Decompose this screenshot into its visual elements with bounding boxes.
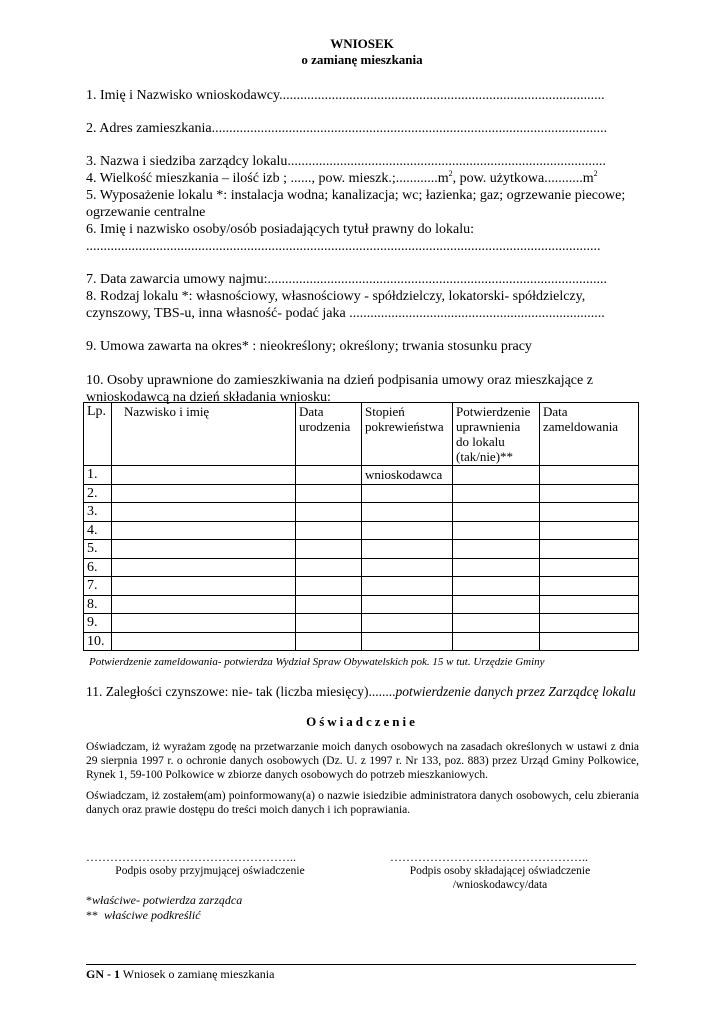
cell-birth-date[interactable] bbox=[296, 577, 362, 596]
signature-line-right[interactable]: ………………………………………….. bbox=[390, 850, 588, 864]
field-manager: 3. Nazwa i siedziba zarządcy lokalu........................................................................................... bbox=[86, 154, 606, 169]
footnote-mark: * bbox=[86, 893, 92, 907]
header-entitlement: Potwierdzenie uprawnienia do lokalu (tak/nie)** bbox=[453, 403, 540, 466]
cell-name[interactable] bbox=[112, 503, 296, 522]
cell-entitlement[interactable] bbox=[453, 521, 540, 540]
cell-lp: 9. bbox=[84, 614, 112, 633]
cell-birth-date[interactable] bbox=[296, 466, 362, 485]
cell-birth-date[interactable] bbox=[296, 614, 362, 633]
cell-registration-date[interactable] bbox=[540, 558, 639, 577]
cell-birth-date[interactable] bbox=[296, 558, 362, 577]
field-contract-period: 9. Umowa zawarta na okres* : nieokreślony; określony; trwania stosunku pracy bbox=[86, 339, 532, 354]
cell-entitlement[interactable] bbox=[453, 577, 540, 596]
footnote-mark: ** bbox=[86, 908, 98, 922]
cell-entitlement[interactable] bbox=[453, 595, 540, 614]
cell-name[interactable] bbox=[112, 577, 296, 596]
header-registration-date: Data zameldowania bbox=[540, 403, 639, 466]
field-legal-title: 6. Imię i nazwisko osoby/osób posiadających tytuł prawny do lokalu: bbox=[86, 222, 475, 237]
table-row bbox=[84, 614, 639, 633]
cell-lp: 4. bbox=[84, 521, 112, 540]
header-lp: Lp. bbox=[84, 403, 112, 466]
footnote-double-asterisk bbox=[86, 908, 201, 922]
field-applicant-name: 1. Imię i Nazwisko wnioskodawcy............................................................................................. bbox=[86, 88, 605, 103]
table-note: Potwierdzenie zameldowania- potwierdza Wydział Spraw Obywatelskich pok. 15 w tut. Urzędzie Gminy bbox=[89, 656, 545, 668]
field-rent-arrears bbox=[86, 683, 636, 700]
cell-entitlement[interactable] bbox=[453, 614, 540, 633]
unit-sup-2: 2 bbox=[593, 169, 598, 178]
cell-lp: 5. bbox=[84, 540, 112, 559]
cell-lp: 1. bbox=[84, 466, 112, 485]
cell-registration-date[interactable] bbox=[540, 484, 639, 503]
table-row bbox=[84, 521, 639, 540]
table-row bbox=[84, 577, 639, 596]
table-row bbox=[84, 632, 639, 651]
table-row bbox=[84, 595, 639, 614]
cell-relation: wnioskodawca bbox=[362, 466, 453, 485]
signature-label-right: Podpis osoby składającej oświadczenie bbox=[409, 865, 591, 877]
cell-name[interactable] bbox=[112, 614, 296, 633]
field-contract-date: 7. Data zawarcia umowy najmu:................................................................................................. bbox=[86, 272, 608, 287]
cell-registration-date[interactable] bbox=[540, 577, 639, 596]
cell-relation[interactable] bbox=[362, 521, 453, 540]
declaration-paragraph-informed: Oświadczam, iż zostałem(am) poinformowany(a) o nazwie isiedzibie administratora danych osobowych, celu zbierania danych oraz prawie dostępu do treści moich danych i ich poprawiania. bbox=[86, 790, 639, 816]
table-row bbox=[84, 484, 639, 503]
apartment-size-part-1: 4. Wielkość mieszkania – ilość izb ; ......, pow. mieszk.;............m bbox=[86, 171, 449, 186]
cell-lp: 10. bbox=[84, 632, 112, 651]
declaration-paragraph-consent: Oświadczam, iż wyrażam zgodę na przetwarzanie moich danych osobowych na zasadach określonych w ustawi z dnia 29 sierpnia 1997 r. o ochronie danych osobowych (Dz. U. z 1997 r. Nr 133, poz. 883) przez Urząd Gminy Polkowice, Rynek 1, 59-100 Polkowice w zbiorze danych osobowych do potrzeb mieszkaniowych. bbox=[86, 741, 639, 781]
table-header-row bbox=[84, 403, 639, 466]
cell-lp: 7. bbox=[84, 577, 112, 596]
form-subtitle: o zamianę mieszkania bbox=[301, 52, 423, 67]
field-equipment: 5. Wyposażenie lokalu *: instalacja wodna; kanalizacja; wc; łazienka; gaz; ogrzewanie piecowe; ogrzewanie centralne bbox=[86, 188, 626, 220]
cell-entitlement[interactable] bbox=[453, 484, 540, 503]
cell-registration-date[interactable] bbox=[540, 540, 639, 559]
cell-name[interactable] bbox=[112, 466, 296, 485]
cell-birth-date[interactable] bbox=[296, 521, 362, 540]
table-row bbox=[84, 466, 639, 485]
header-birth-date: Data urodzenia bbox=[296, 403, 362, 466]
header-relation: Stopień pokrewieństwa bbox=[362, 403, 453, 466]
field-residents: 10. Osoby uprawnione do zamieszkiwania na dzień podpisania umowy oraz mieszkające z wnioskodawcą na dzień składania wniosku: bbox=[86, 373, 593, 405]
cell-relation[interactable] bbox=[362, 558, 453, 577]
cell-relation[interactable] bbox=[362, 632, 453, 651]
cell-name[interactable] bbox=[112, 484, 296, 503]
cell-name[interactable] bbox=[112, 558, 296, 577]
apartment-size-part-2: , pow. użytkowa...........m bbox=[452, 171, 594, 186]
cell-relation[interactable] bbox=[362, 540, 453, 559]
cell-entitlement[interactable] bbox=[453, 466, 540, 485]
residents-table bbox=[83, 402, 639, 651]
page-footer bbox=[86, 967, 274, 982]
footnote-text: właściwe podkreślić bbox=[104, 908, 201, 922]
table-row bbox=[84, 540, 639, 559]
cell-relation[interactable] bbox=[362, 503, 453, 522]
signature-line-left[interactable]: …………………………………………….. bbox=[86, 850, 296, 864]
field-unit-type: 8. Rodzaj lokalu *: własnościowy, własnościowy - spółdzielczy, lokatorski- spółdzielczy, czynszowy, TBS-u, inna własność- podać jaka ......................................................................... bbox=[86, 289, 605, 321]
cell-birth-date[interactable] bbox=[296, 484, 362, 503]
cell-registration-date[interactable] bbox=[540, 614, 639, 633]
cell-entitlement[interactable] bbox=[453, 503, 540, 522]
footer-code: GN - 1 bbox=[86, 967, 120, 981]
cell-entitlement[interactable] bbox=[453, 632, 540, 651]
cell-entitlement[interactable] bbox=[453, 540, 540, 559]
form-title: WNIOSEK bbox=[330, 36, 394, 51]
cell-name[interactable] bbox=[112, 595, 296, 614]
footer-title: Wniosek o zamianę mieszkania bbox=[120, 967, 275, 981]
cell-registration-date[interactable] bbox=[540, 595, 639, 614]
cell-birth-date[interactable] bbox=[296, 503, 362, 522]
cell-registration-date[interactable] bbox=[540, 503, 639, 522]
cell-birth-date[interactable] bbox=[296, 632, 362, 651]
cell-name[interactable] bbox=[112, 632, 296, 651]
cell-registration-date[interactable] bbox=[540, 632, 639, 651]
cell-name[interactable] bbox=[112, 540, 296, 559]
footer-divider bbox=[86, 964, 636, 965]
cell-registration-date[interactable] bbox=[540, 521, 639, 540]
header-name: Nazwisko i imię bbox=[112, 403, 296, 466]
cell-relation[interactable] bbox=[362, 614, 453, 633]
cell-lp: 8. bbox=[84, 595, 112, 614]
footnote-single-asterisk bbox=[86, 893, 242, 907]
cell-relation[interactable] bbox=[362, 595, 453, 614]
cell-entitlement[interactable] bbox=[453, 558, 540, 577]
cell-relation[interactable] bbox=[362, 577, 453, 596]
cell-registration-date[interactable] bbox=[540, 466, 639, 485]
field-apartment-size bbox=[86, 170, 598, 187]
signature-label-left: Podpis osoby przyjmującej oświadczenie bbox=[115, 865, 305, 877]
unit-sup-1: 2 bbox=[448, 169, 453, 178]
table-row bbox=[84, 503, 639, 522]
cell-relation[interactable] bbox=[362, 484, 453, 503]
cell-lp: 6. bbox=[84, 558, 112, 577]
field-legal-title-dots: ................................................................................................................................................... bbox=[86, 239, 601, 254]
cell-birth-date[interactable] bbox=[296, 540, 362, 559]
rent-arrears-text: 11. Zaległości czynszowe: nie- tak (liczba miesięcy)........ bbox=[86, 684, 396, 699]
field-address: 2. Adres zamieszkania................................................................................................................. bbox=[86, 121, 608, 136]
signature-label-right-sub: /wnioskodawcy/data bbox=[452, 879, 548, 891]
declaration-title: Oświadczenie bbox=[306, 714, 418, 729]
table-row bbox=[84, 558, 639, 577]
cell-name[interactable] bbox=[112, 521, 296, 540]
rent-arrears-confirmation: potwierdzenie danych przez Zarządcę lokalu bbox=[395, 684, 636, 699]
footnote-text: właściwe- potwierdza zarządca bbox=[92, 893, 243, 907]
cell-lp: 2. bbox=[84, 484, 112, 503]
cell-birth-date[interactable] bbox=[296, 595, 362, 614]
cell-lp: 3. bbox=[84, 503, 112, 522]
